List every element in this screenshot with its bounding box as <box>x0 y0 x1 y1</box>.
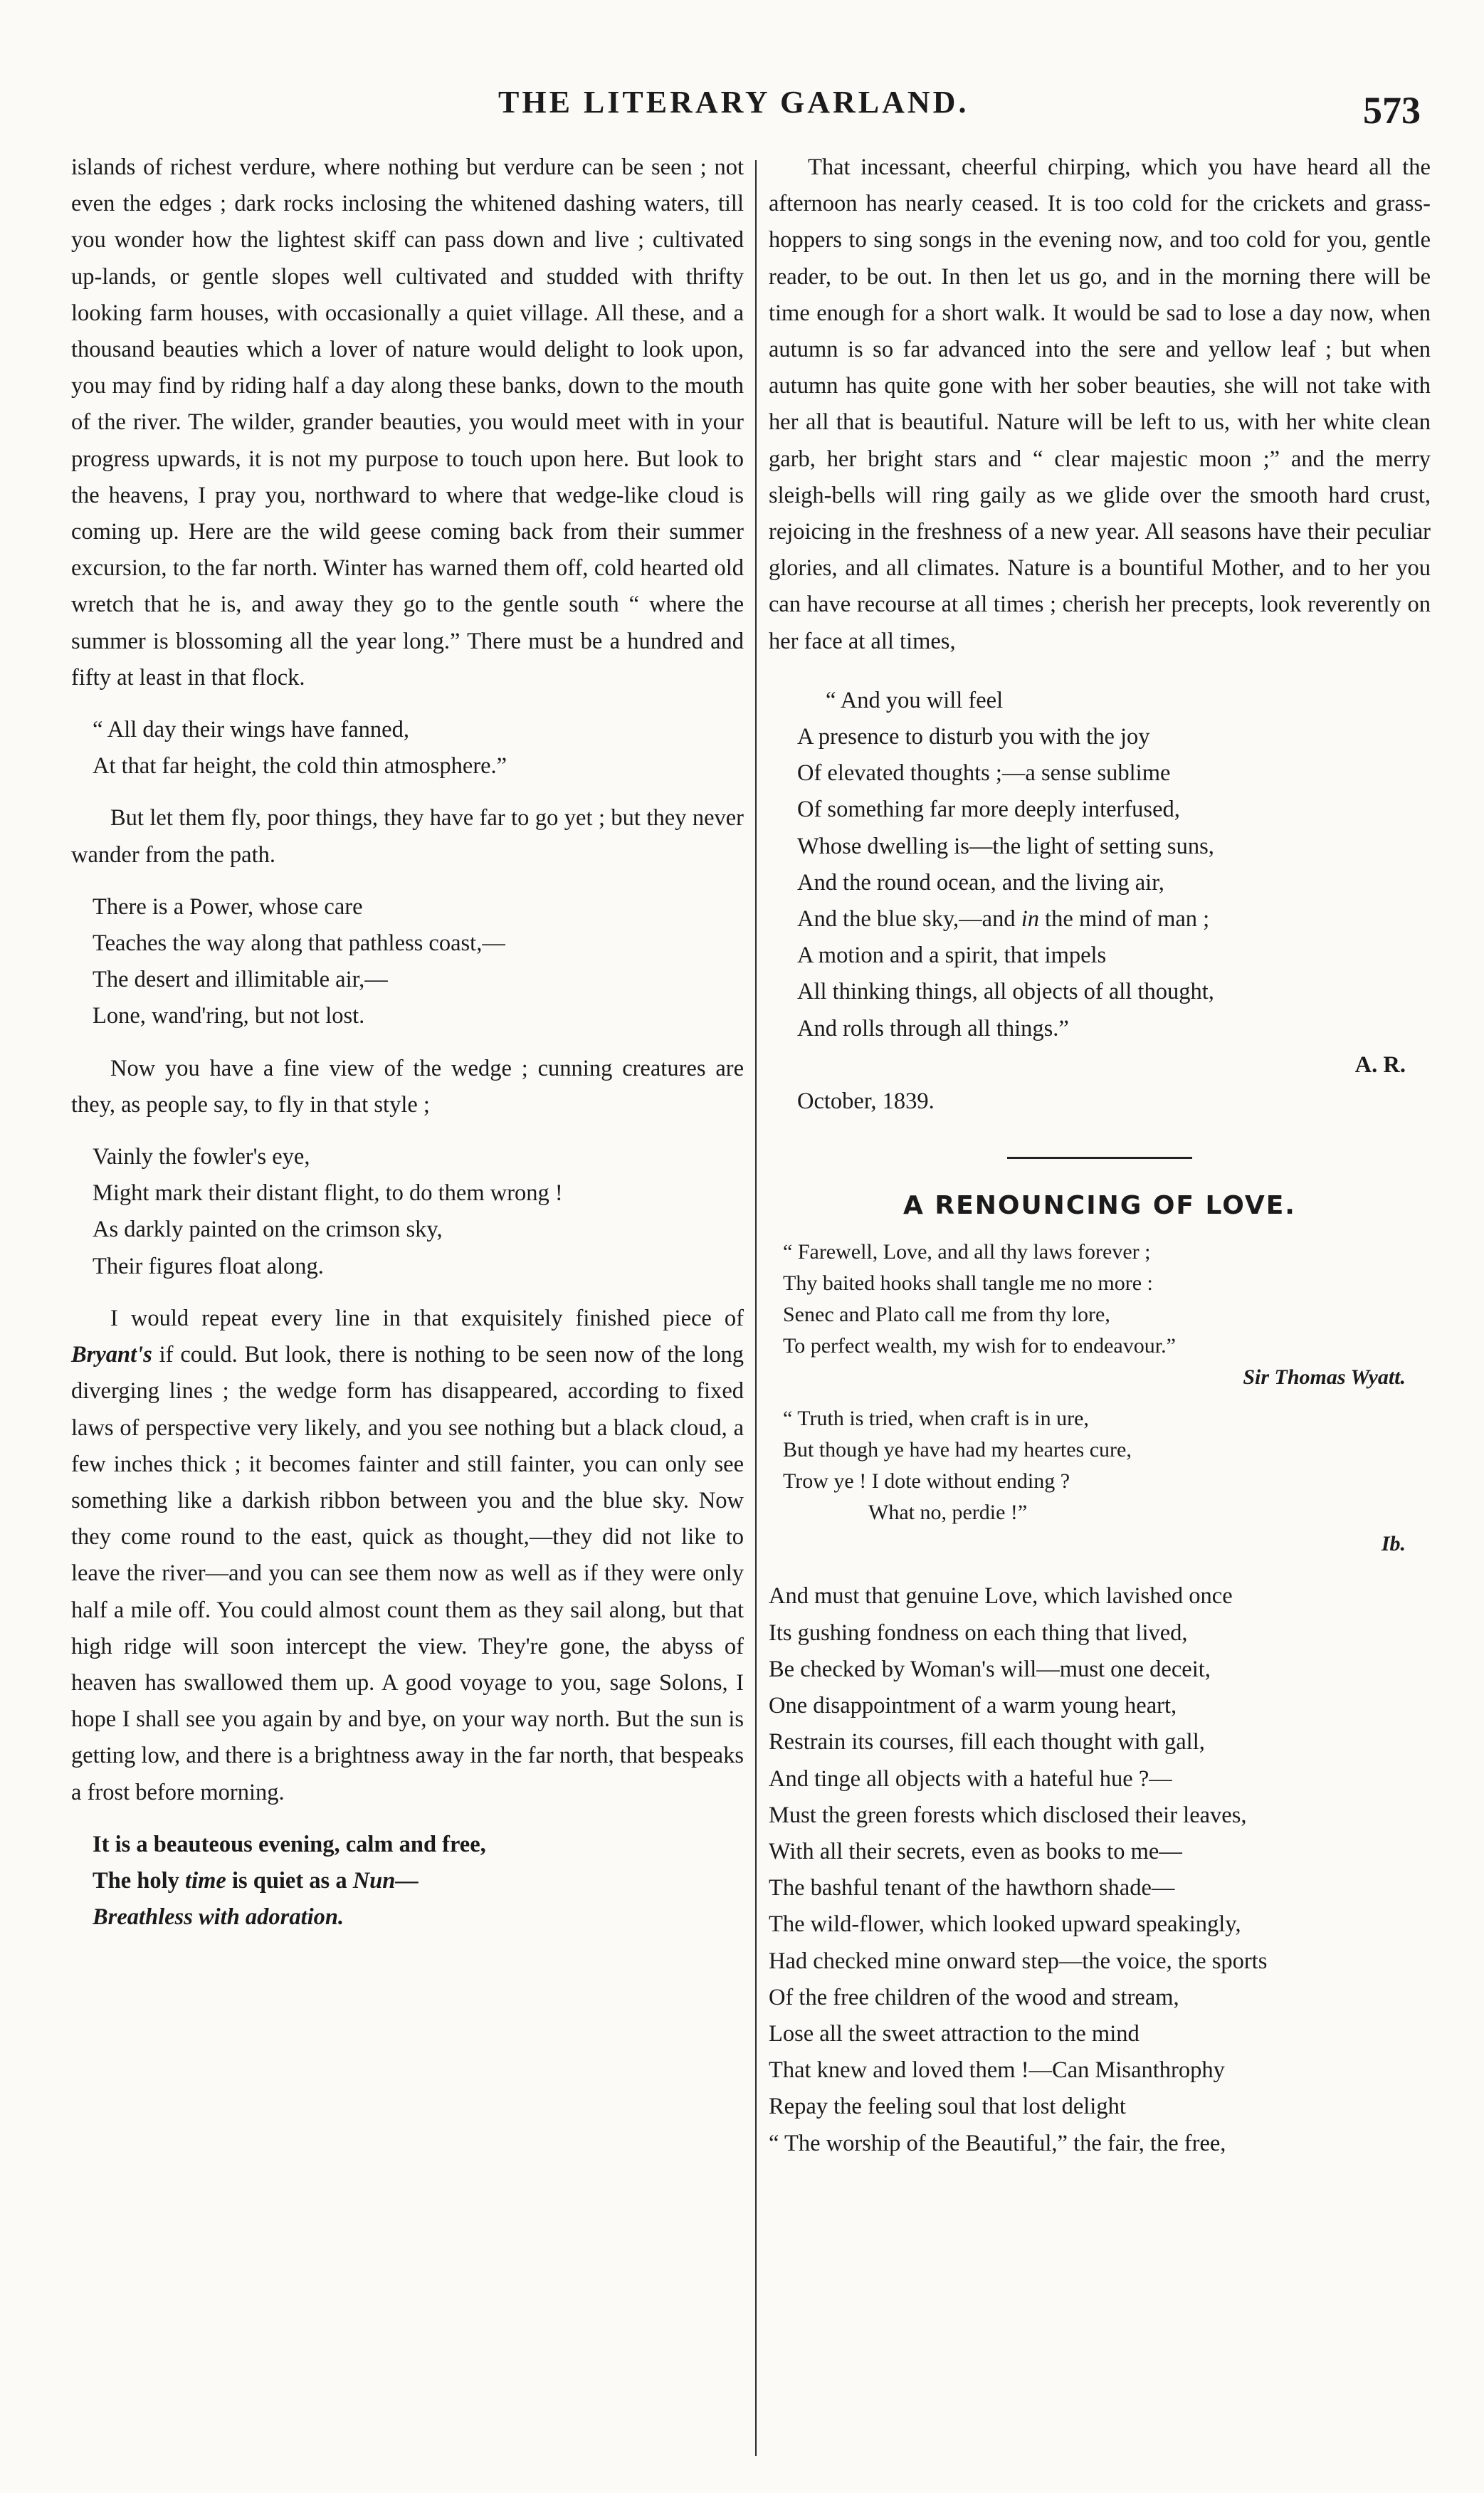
poem-line: And must that genuine Love, which lavished once <box>769 1583 1233 1610</box>
verse-line: A motion and a spirit, that impels <box>797 943 1107 969</box>
epigraph-attribution: Sir Thomas Wyatt. <box>1243 1365 1406 1390</box>
right-column <box>769 149 1431 2162</box>
poem-line: With all their secrets, even as books to me— <box>769 1838 1182 1864</box>
verse-quote <box>769 683 1431 1047</box>
poem-line: The wild-flower, which looked upward speakingly, <box>769 1911 1241 1938</box>
verse-line: Lone, wand'ring, but not lost. <box>93 1003 365 1029</box>
verse-line: As darkly painted on the crimson sky, <box>93 1217 443 1243</box>
emphasis: Breathless with adoration. <box>93 1904 344 1931</box>
poem-line: Of the free children of the wood and stream, <box>769 1984 1179 2010</box>
author-signature: A. R. <box>1354 1051 1406 1078</box>
paragraph-text: if could. But look, there is nothing to be seen now of the long diverging lines ; the wedge form has disappeared, according to fixed laws of perspective very likely, and you see nothing but a black cloud, a few inches thick ; it becomes fainter and still fainter, you can only see something like a darkish ribbon between you and the blue sky. Now they come round to the east, quick as thought,—they did not like to leave the river—and you can see them now as well as if they were only half a mile off. You could almost count them as they sail along, but that high ridge will soon intercept the view. They're gone, the abyss of heaven has swallowed them up. A good voyage to you, sage Solons, I hope I shall see you again by and bye, on your way north. But the sun is getting low, and there is a brightness away in the far north, that bespeaks a frost before morning. <box>71 1342 744 1805</box>
emphasis: time <box>185 1867 226 1894</box>
paragraph: But let them fly, poor things, they have far to go yet ; but they never wander from the path. <box>71 805 744 868</box>
verse-quote <box>71 1139 744 1285</box>
verse-line: And the round ocean, and the living air, <box>797 869 1164 896</box>
column-divider <box>755 160 757 2456</box>
verse-text: is quiet as a <box>226 1867 353 1894</box>
poem-line: The bashful tenant of the hawthorn shade— <box>769 1875 1175 1901</box>
verse-text: the mind of man ; <box>1039 906 1210 933</box>
emphasis: Bryant's <box>71 1342 152 1368</box>
epigraph-line: Senec and Plato call me from thy lore, <box>783 1303 1110 1327</box>
verse-text: The holy <box>93 1867 186 1894</box>
poem-line: Restrain its courses, fill each thought with gall, <box>769 1729 1205 1755</box>
paragraph: islands of richest verdure, where nothing but verdure can be seen ; not even the edges ; dark rocks inclosing the whitened dashing waters, till you wonder how the lightest skiff can pass down and live ; cultivated up-lands, or gentle slopes well cultivated and studded with thrifty looking farm houses, with occasionally a quiet village. All these, and a thousand beauties which a lover of nature would delight to look upon, you may find by riding half a day along these banks, down to the mouth of the river. The wilder, grander beauties, you would meet with in your progress upwards, it is not my purpose to touch upon here. But look to the heavens, I pray you, northward to where that wedge-like cloud is coming up. Here are the wild geese coming back from their summer excursion, to the far north. Winter has warned them off, cold hearted old wretch that he is, and away they go to the gentle south “ where the summer is blossoming all the year long.” There must be a hundred and fifty at least in that flock. <box>71 154 744 691</box>
poem-line: Had checked mine onward step—the voice, the sports <box>769 1948 1268 1974</box>
page-number: 573 <box>1363 89 1421 132</box>
verse-line: Of elevated thoughts ;—a sense sublime <box>797 760 1171 787</box>
verse-line: Might mark their distant flight, to do them wrong ! <box>93 1180 563 1207</box>
epigraph-line: What no, perdie !” <box>868 1501 1028 1525</box>
epigraph-line: “ Farewell, Love, and all thy laws forever ; <box>783 1240 1151 1264</box>
verse-line: All thinking things, all objects of all thought, <box>797 979 1214 1005</box>
poem-line: Lose all the sweet attraction to the mind <box>769 2020 1140 2047</box>
epigraph-line: But though ye have had my heartes cure, <box>783 1438 1132 1462</box>
verse-quote <box>71 712 744 784</box>
verse-quote <box>71 889 744 1035</box>
verse-line: At that far height, the cold thin atmosphere.” <box>93 753 507 780</box>
paragraph <box>71 1301 744 1811</box>
epigraph-line: Trow ye ! I dote without ending ? <box>783 1469 1070 1494</box>
verse-line: Vainly the fowler's eye, <box>93 1144 310 1170</box>
page-header <box>0 84 1484 134</box>
poem-line: That knew and loved them !—Can Misanthrophy <box>769 2057 1225 2084</box>
emphasis: Nun— <box>352 1867 419 1894</box>
verse-line: Teaches the way along that pathless coast,— <box>93 930 505 957</box>
epigraph-line: To perfect wealth, my wish for to endeavour.” <box>783 1334 1176 1358</box>
poem-line: Be checked by Woman's will—must one deceit, <box>769 1656 1211 1682</box>
verse-quote <box>71 1827 744 1936</box>
verse-line <box>93 1863 744 1899</box>
verse-line: Of something far more deeply interfused, <box>797 797 1180 823</box>
article-title: A RENOUNCING OF LOVE. <box>903 1191 1296 1221</box>
verse-line: It is a beauteous evening, calm and free, <box>93 1831 486 1857</box>
paragraph-text: I would repeat every line in that exquisitely finished piece of <box>110 1305 744 1331</box>
epigraph-line: Thy baited hooks shall tangle me no more : <box>783 1271 1153 1296</box>
verse-line <box>93 1899 744 1936</box>
epigraph-attribution: Ib. <box>1381 1532 1406 1556</box>
poem-line: Repay the feeling soul that lost delight <box>769 2094 1126 2120</box>
paragraph: Now you have a fine view of the wedge ; cunning creatures are they, as people say, to fly in that style ; <box>71 1055 744 1118</box>
verse-line: There is a Power, whose care <box>93 893 363 920</box>
epigraph <box>769 1237 1431 1560</box>
verse-line: “ All day their wings have fanned, <box>93 717 409 743</box>
poem-line: “ The worship of the Beautiful,” the fair, the free, <box>769 2130 1226 2156</box>
epigraph-line: “ Truth is tried, when craft is in ure, <box>783 1407 1089 1431</box>
poem-line: Its gushing fondness on each thing that lived, <box>769 1620 1188 1646</box>
verse-line: “ And you will feel <box>826 687 1004 713</box>
poem-line: Must the green forests which disclosed their leaves, <box>769 1802 1247 1828</box>
poem-line: One disappointment of a warm young heart, <box>769 1693 1177 1719</box>
verse-line: And rolls through all things.” <box>797 1015 1069 1041</box>
emphasis: in <box>1021 906 1039 933</box>
left-column <box>71 149 744 1936</box>
verse-line <box>797 901 1431 938</box>
verse-line: A presence to disturb you with the joy <box>797 724 1150 750</box>
verse-line: The desert and illimitable air,— <box>93 967 388 993</box>
paragraph: That incessant, cheerful chirping, which you have heard all the afternoon has nearly ceased. It is too cold for the crickets and grass-hoppers to sing songs in the evening now, and too cold for you, gentle reader, to be out. In then let us go, and in the morning there will be time enough for a short walk. It would be sad to lose a day now, when autumn is so far advanced into the sere and yellow leaf ; but when autumn has quite gone with her sober beauties, she will not take with her all that is beautiful. Nature will be left to us, with her white clean garb, her bright stars and “ clear majestic moon ;” and the merry sleigh-bells will ring gaily as we glide over the smooth hard crust, rejoicing in the freshness of a new year. All seasons have their peculiar glories, and all climates. Nature is a bountiful Mother, and to her you can have recourse at all times ; cherish her precepts, look reverently on her face at all times, <box>769 154 1431 654</box>
poem <box>769 1578 1431 2161</box>
verse-line: Their figures float along. <box>93 1253 324 1279</box>
section-divider <box>1007 1157 1192 1159</box>
article-date: October, 1839. <box>797 1088 935 1115</box>
verse-line: Whose dwelling is—the light of setting suns, <box>797 833 1214 859</box>
running-title: THE LITERARY GARLAND. <box>498 85 969 120</box>
poem-line: And tinge all objects with a hateful hue ?— <box>769 1765 1172 1792</box>
verse-text: And the blue sky,—and <box>797 906 1021 933</box>
